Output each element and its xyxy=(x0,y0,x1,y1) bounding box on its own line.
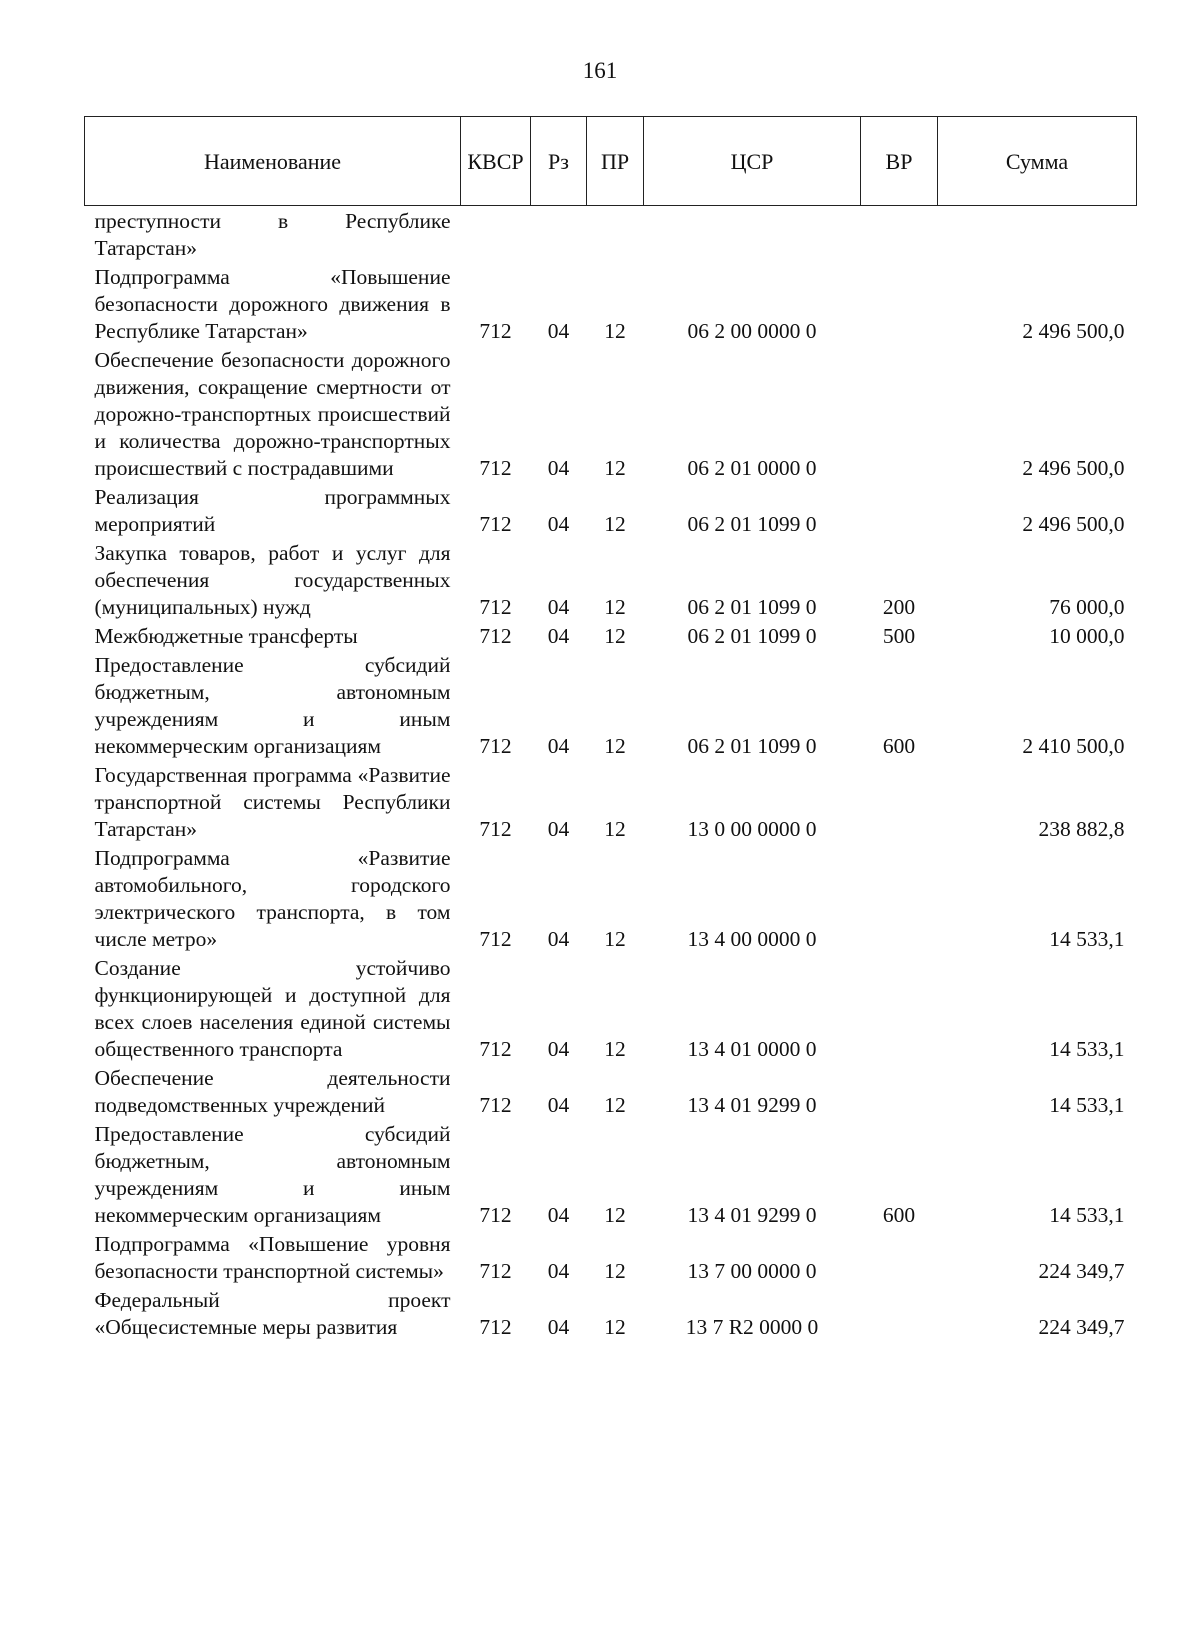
cell-kvsr: 712 xyxy=(479,624,512,648)
cell-name: Обеспечение безопасности дорожного движения, сокращение смертности от дорожно-транспортных происшествий и количества дорожно-транспортных происшествий с пострадавшими xyxy=(94,348,451,480)
cell-csr: 13 7 R2 0000 0 xyxy=(685,1315,819,1339)
cell-csr: 13 7 00 0000 0 xyxy=(687,1259,817,1283)
cell-pr: 12 xyxy=(604,1315,626,1339)
cell-kvsr: 712 xyxy=(479,817,512,841)
cell-kvsr: 712 xyxy=(479,734,512,758)
cell-csr: 13 4 01 0000 0 xyxy=(687,1037,817,1061)
cell-vr xyxy=(861,1065,938,1121)
cell-sum xyxy=(938,206,1137,265)
cell-vr xyxy=(861,845,938,955)
table-row xyxy=(85,206,1137,265)
cell-vr xyxy=(861,1287,938,1343)
cell-csr: 06 2 00 0000 0 xyxy=(687,319,817,343)
table-row xyxy=(85,484,1137,540)
cell-pr: 12 xyxy=(604,1259,626,1283)
cell-rz: 04 xyxy=(547,456,570,480)
table-row xyxy=(85,1065,1137,1121)
cell-vr: 200 xyxy=(882,595,916,619)
cell-sum: 2 496 500,0 xyxy=(1022,319,1125,343)
cell-sum: 14 533,1 xyxy=(1049,1037,1125,1061)
cell-kvsr: 712 xyxy=(479,1093,512,1117)
cell-sum: 238 882,8 xyxy=(1038,817,1125,841)
table-row xyxy=(85,1121,1137,1231)
budget-table xyxy=(84,116,1137,1343)
cell-name: преступности в Республике Татарстан» xyxy=(94,209,451,260)
cell-name: Закупка товаров, работ и услуг для обеспечения государственных (муниципальных) нужд xyxy=(94,541,451,619)
cell-sum: 2 410 500,0 xyxy=(1022,734,1125,758)
cell-pr: 12 xyxy=(604,456,626,480)
cell-sum: 76 000,0 xyxy=(1049,595,1125,619)
cell-pr: 12 xyxy=(604,1203,626,1227)
table-header xyxy=(85,117,1137,206)
table-row xyxy=(85,652,1137,762)
cell-pr: 12 xyxy=(604,512,626,536)
cell-kvsr xyxy=(461,206,531,265)
cell-vr: 600 xyxy=(882,1203,916,1227)
cell-kvsr: 712 xyxy=(479,1259,512,1283)
cell-csr: 13 4 01 9299 0 xyxy=(687,1203,817,1227)
cell-rz: 04 xyxy=(547,927,570,951)
cell-sum: 224 349,7 xyxy=(1038,1315,1125,1339)
cell-pr: 12 xyxy=(604,624,626,648)
cell-kvsr: 712 xyxy=(479,595,512,619)
cell-sum: 14 533,1 xyxy=(1049,927,1125,951)
cell-rz: 04 xyxy=(547,1315,570,1339)
cell-rz: 04 xyxy=(547,1203,570,1227)
cell-rz: 04 xyxy=(547,512,570,536)
cell-kvsr: 712 xyxy=(479,927,512,951)
table-body xyxy=(85,206,1137,1344)
cell-vr xyxy=(861,347,938,484)
cell-name: Предоставление субсидий бюджетным, автономным учреждениям и иным некоммерческим организациям xyxy=(94,653,451,758)
cell-vr xyxy=(861,955,938,1065)
cell-kvsr: 712 xyxy=(479,512,512,536)
table-row xyxy=(85,1287,1137,1343)
cell-vr xyxy=(861,1231,938,1287)
header-row xyxy=(85,117,1137,206)
cell-vr xyxy=(861,264,938,347)
cell-name: Обеспечение деятельности подведомственных учреждений xyxy=(94,1066,451,1117)
table-row xyxy=(85,955,1137,1065)
header-csr: ЦСР xyxy=(644,117,861,206)
header-pr: ПР xyxy=(587,117,644,206)
cell-pr: 12 xyxy=(604,319,626,343)
cell-rz: 04 xyxy=(547,1037,570,1061)
cell-name: Подпрограмма «Развитие автомобильного, городского электрического транспорта, в том числе метро» xyxy=(94,846,451,951)
cell-sum: 2 496 500,0 xyxy=(1022,512,1125,536)
cell-pr: 12 xyxy=(604,1037,626,1061)
cell-vr xyxy=(861,484,938,540)
cell-name: Межбюджетные трансферты xyxy=(94,624,358,648)
header-sum: Сумма xyxy=(938,117,1137,206)
cell-csr: 06 2 01 1099 0 xyxy=(687,595,817,619)
cell-sum: 224 349,7 xyxy=(1038,1259,1125,1283)
cell-sum: 10 000,0 xyxy=(1049,624,1125,648)
cell-rz: 04 xyxy=(547,624,570,648)
cell-pr: 12 xyxy=(604,817,626,841)
cell-rz: 04 xyxy=(547,1093,570,1117)
table-row xyxy=(85,347,1137,484)
cell-name: Государственная программа «Развитие транспортной системы Республики Татарстан» xyxy=(94,763,451,841)
table-row xyxy=(85,762,1137,845)
header-rz: Рз xyxy=(531,117,587,206)
cell-csr: 13 4 00 0000 0 xyxy=(687,927,817,951)
header-kvsr: КВСР xyxy=(461,117,531,206)
cell-csr: 06 2 01 1099 0 xyxy=(687,734,817,758)
cell-csr: 13 4 01 9299 0 xyxy=(687,1093,817,1117)
cell-kvsr: 712 xyxy=(479,1203,512,1227)
header-name: Наименование xyxy=(85,117,461,206)
cell-vr xyxy=(861,206,938,265)
cell-rz: 04 xyxy=(547,595,570,619)
cell-vr xyxy=(861,762,938,845)
cell-sum: 2 496 500,0 xyxy=(1022,456,1125,480)
cell-sum: 14 533,1 xyxy=(1049,1203,1125,1227)
header-vr: ВР xyxy=(861,117,938,206)
cell-kvsr: 712 xyxy=(479,1037,512,1061)
table-row xyxy=(85,845,1137,955)
cell-csr: 13 0 00 0000 0 xyxy=(687,817,817,841)
cell-kvsr: 712 xyxy=(479,1315,512,1339)
cell-rz xyxy=(531,206,587,265)
cell-rz: 04 xyxy=(547,734,570,758)
cell-csr: 06 2 01 1099 0 xyxy=(687,512,817,536)
table-row xyxy=(85,1231,1137,1287)
cell-sum: 14 533,1 xyxy=(1049,1093,1125,1117)
cell-vr: 600 xyxy=(882,734,916,758)
cell-pr xyxy=(587,206,644,265)
cell-name: Федеральный проект «Общесистемные меры развития xyxy=(94,1288,451,1339)
cell-rz: 04 xyxy=(547,1259,570,1283)
cell-csr: 06 2 01 1099 0 xyxy=(687,624,817,648)
table-row xyxy=(85,264,1137,347)
table-row xyxy=(85,623,1137,652)
cell-name: Предоставление субсидий бюджетным, автономным учреждениям и иным некоммерческим организациям xyxy=(94,1122,451,1227)
cell-name: Создание устойчиво функционирующей и доступной для всех слоев населения единой системы общественного транспорта xyxy=(94,956,451,1061)
cell-rz: 04 xyxy=(547,319,570,343)
cell-kvsr: 712 xyxy=(479,319,512,343)
cell-name: Подпрограмма «Повышение безопасности дорожного движения в Республике Татарстан» xyxy=(94,265,451,343)
cell-name: Подпрограмма «Повышение уровня безопасности транспортной системы» xyxy=(94,1232,451,1283)
cell-pr: 12 xyxy=(604,595,626,619)
cell-rz: 04 xyxy=(547,817,570,841)
cell-csr: 06 2 01 0000 0 xyxy=(687,456,817,480)
cell-kvsr: 712 xyxy=(479,456,512,480)
cell-pr: 12 xyxy=(604,927,626,951)
table-row xyxy=(85,540,1137,623)
cell-name: Реализация программных мероприятий xyxy=(94,485,451,536)
cell-pr: 12 xyxy=(604,734,626,758)
cell-vr: 500 xyxy=(882,624,916,648)
cell-csr xyxy=(644,206,861,265)
page-number: 161 xyxy=(582,58,618,83)
cell-pr: 12 xyxy=(604,1093,626,1117)
